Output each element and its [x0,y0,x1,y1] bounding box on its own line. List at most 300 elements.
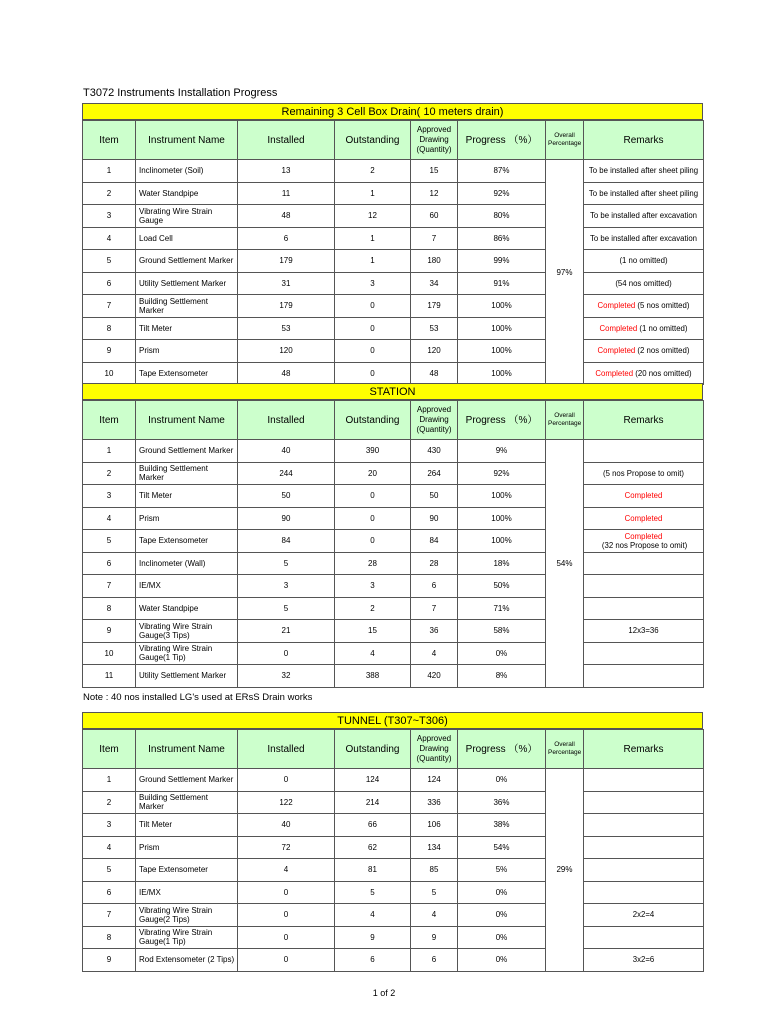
header-overall: Overall Percentage [546,730,584,769]
cell-instrument-name: Inclinometer (Wall) [136,552,238,575]
header-outstanding: Outstanding [335,401,411,440]
remark-text: To be installed after sheet piling [588,188,699,198]
cell-item: 2 [83,462,136,485]
cell-item: 6 [83,552,136,575]
cell-item: 3 [83,814,136,837]
cell-approved: 4 [411,904,458,927]
cell-progress: 0% [458,769,546,792]
header-instrument-name: Instrument Name [136,401,238,440]
header-progress: Progress （%） [458,401,546,440]
cell-outstanding: 0 [335,507,411,530]
cell-installed: 179 [238,250,335,273]
cell-instrument-name: Vibrating Wire Strain Gauge [136,205,238,228]
table-row [83,836,704,859]
cell-installed: 50 [238,485,335,508]
cell-approved: 106 [411,814,458,837]
cell-item: 4 [83,227,136,250]
cell-installed: 48 [238,362,335,385]
header-installed: Installed [238,121,335,160]
cell-item: 4 [83,836,136,859]
table-row [83,949,704,972]
cell-outstanding: 2 [335,597,411,620]
cell-outstanding: 5 [335,881,411,904]
note-text: Note : 40 nos installed LG's used at ERsS Drain works [83,692,313,703]
cell-installed: 31 [238,272,335,295]
table-row [83,620,704,643]
table-row [83,440,704,463]
table-row [83,859,704,882]
cell-progress: 100% [458,362,546,385]
cell-instrument-name: Ground Settlement Marker [136,250,238,273]
cell-progress: 92% [458,182,546,205]
cell-progress: 87% [458,160,546,183]
remark-text: 3x2=6 [632,955,655,965]
progress-table [82,729,704,972]
cell-remarks [584,791,704,814]
cell-installed: 32 [238,665,335,688]
table-row [83,665,704,688]
cell-remarks [584,620,704,643]
cell-installed: 90 [238,507,335,530]
cell-item: 7 [83,575,136,598]
cell-instrument-name: Vibrating Wire Strain Gauge(3 Tips) [136,620,238,643]
cell-remarks [584,317,704,340]
table-row [83,227,704,250]
header-remarks: Remarks [584,121,704,160]
cell-item: 3 [83,485,136,508]
cell-instrument-name: Tilt Meter [136,317,238,340]
remark-text: (2 nos omitted) [635,346,690,356]
cell-approved: 179 [411,295,458,318]
cell-item: 10 [83,642,136,665]
cell-progress: 100% [458,317,546,340]
table-row [83,791,704,814]
cell-remarks [584,182,704,205]
cell-progress: 5% [458,859,546,882]
cell-instrument-name: Utility Settlement Marker [136,272,238,295]
table-row [83,340,704,363]
cell-item: 4 [83,507,136,530]
cell-remarks [584,552,704,575]
completed-label: Completed [624,513,663,523]
header-approved: Approved Drawing (Quantity) [411,121,458,160]
completed-label: Completed [597,346,636,356]
cell-outstanding: 0 [335,317,411,340]
cell-instrument-name: Load Cell [136,227,238,250]
cell-progress: 0% [458,881,546,904]
cell-installed: 40 [238,440,335,463]
remark-text: To be installed after excavation [589,211,698,221]
cell-installed: 122 [238,791,335,814]
cell-installed: 5 [238,597,335,620]
cell-approved: 4 [411,642,458,665]
cell-installed: 11 [238,182,335,205]
cell-instrument-name: Building Settlement Marker [136,462,238,485]
cell-remarks [584,440,704,463]
cell-instrument-name: Building Settlement Marker [136,295,238,318]
cell-progress: 100% [458,507,546,530]
cell-approved: 34 [411,272,458,295]
cell-approved: 6 [411,575,458,598]
cell-installed: 13 [238,160,335,183]
cell-installed: 21 [238,620,335,643]
table-row [83,530,704,553]
cell-overall-percentage: 97% [546,160,584,385]
cell-installed: 6 [238,227,335,250]
cell-approved: 6 [411,949,458,972]
cell-installed: 53 [238,317,335,340]
table-row [83,295,704,318]
completed-label: Completed [595,368,634,378]
table-row [83,205,704,228]
cell-overall-percentage: 54% [546,440,584,688]
table-row [83,182,704,205]
cell-installed: 0 [238,904,335,927]
cell-instrument-name: Vibrating Wire Strain Gauge(1 Tip) [136,926,238,949]
header-outstanding: Outstanding [335,730,411,769]
cell-item: 5 [83,250,136,273]
cell-instrument-name: Water Standpipe [136,182,238,205]
cell-item: 6 [83,272,136,295]
cell-outstanding: 66 [335,814,411,837]
cell-approved: 5 [411,881,458,904]
cell-remarks [584,926,704,949]
cell-approved: 60 [411,205,458,228]
cell-instrument-name: IE/MX [136,575,238,598]
table-row [83,317,704,340]
cell-progress: 0% [458,642,546,665]
table-row [83,814,704,837]
cell-progress: 36% [458,791,546,814]
header-instrument-name: Instrument Name [136,730,238,769]
cell-outstanding: 214 [335,791,411,814]
cell-installed: 244 [238,462,335,485]
cell-approved: 9 [411,926,458,949]
cell-outstanding: 6 [335,949,411,972]
page-number: 1 of 2 [372,988,396,998]
cell-remarks [584,160,704,183]
cell-installed: 0 [238,926,335,949]
remark-text: 12x3=36 [628,626,659,636]
cell-progress: 100% [458,485,546,508]
cell-instrument-name: Vibrating Wire Strain Gauge(2 Tips) [136,904,238,927]
remark-text: (5 nos Propose to omit) [602,468,685,478]
cell-item: 1 [83,440,136,463]
cell-remarks [584,227,704,250]
cell-outstanding: 0 [335,530,411,553]
header-row [83,730,704,769]
header-approved: Approved Drawing (Quantity) [411,401,458,440]
section-tunnel [82,712,703,972]
cell-item: 10 [83,362,136,385]
cell-progress: 50% [458,575,546,598]
cell-approved: 28 [411,552,458,575]
progress-table [82,400,704,688]
remark-text: (1 no omitted) [619,256,668,266]
cell-installed: 0 [238,769,335,792]
cell-outstanding: 15 [335,620,411,643]
table-row [83,485,704,508]
cell-progress: 8% [458,665,546,688]
header-instrument-name: Instrument Name [136,121,238,160]
cell-approved: 420 [411,665,458,688]
cell-remarks [584,904,704,927]
cell-installed: 84 [238,530,335,553]
table-row [83,250,704,273]
document-title: T3072 Instruments Installation Progress [83,87,278,99]
cell-remarks [584,485,704,508]
cell-approved: 50 [411,485,458,508]
cell-progress: 100% [458,530,546,553]
completed-label: Completed [599,323,638,333]
table-row [83,552,704,575]
progress-table [82,120,704,385]
cell-remarks [584,642,704,665]
remark-text: To be installed after sheet piling [588,166,699,176]
cell-remarks [584,859,704,882]
table-row [83,881,704,904]
cell-outstanding: 3 [335,272,411,295]
cell-outstanding: 9 [335,926,411,949]
cell-item: 9 [83,340,136,363]
cell-outstanding: 0 [335,295,411,318]
header-overall: Overall Percentage [546,401,584,440]
cell-item: 7 [83,295,136,318]
cell-instrument-name: IE/MX [136,881,238,904]
cell-item: 7 [83,904,136,927]
remark-text: (5 nos omitted) [635,301,690,311]
cell-outstanding: 4 [335,904,411,927]
cell-instrument-name: Inclinometer (Soil) [136,160,238,183]
cell-progress: 0% [458,926,546,949]
cell-progress: 92% [458,462,546,485]
cell-remarks [584,340,704,363]
cell-progress: 71% [458,597,546,620]
cell-instrument-name: Prism [136,836,238,859]
cell-outstanding: 0 [335,362,411,385]
header-approved: Approved Drawing (Quantity) [411,730,458,769]
header-row [83,121,704,160]
header-outstanding: Outstanding [335,121,411,160]
cell-installed: 40 [238,814,335,837]
cell-instrument-name: Ground Settlement Marker [136,769,238,792]
table-row [83,769,704,792]
cell-outstanding: 1 [335,250,411,273]
table-row [83,507,704,530]
cell-outstanding: 390 [335,440,411,463]
cell-outstanding: 12 [335,205,411,228]
cell-installed: 120 [238,340,335,363]
remark-text: (20 nos omitted) [633,368,692,378]
cell-item: 6 [83,881,136,904]
cell-approved: 124 [411,769,458,792]
completed-label: Completed [597,301,636,311]
table-row [83,597,704,620]
section-station [82,383,703,688]
cell-remarks [584,814,704,837]
cell-instrument-name: Tape Extensometer [136,530,238,553]
cell-instrument-name: Water Standpipe [136,597,238,620]
completed-label: Completed [624,491,663,501]
cell-progress: 38% [458,814,546,837]
header-installed: Installed [238,401,335,440]
cell-instrument-name: Tape Extensometer [136,859,238,882]
cell-installed: 179 [238,295,335,318]
cell-approved: 430 [411,440,458,463]
cell-item: 8 [83,597,136,620]
header-installed: Installed [238,730,335,769]
cell-approved: 336 [411,791,458,814]
cell-progress: 9% [458,440,546,463]
cell-item: 1 [83,160,136,183]
remark-text: (32 nos Propose to omit) [599,540,688,550]
cell-item: 1 [83,769,136,792]
table-row [83,575,704,598]
cell-outstanding: 1 [335,227,411,250]
cell-outstanding: 28 [335,552,411,575]
cell-installed: 5 [238,552,335,575]
cell-approved: 180 [411,250,458,273]
section-title: STATION [82,383,703,400]
cell-progress: 100% [458,295,546,318]
cell-remarks [584,881,704,904]
cell-instrument-name: Tilt Meter [136,485,238,508]
cell-progress: 0% [458,904,546,927]
cell-approved: 36 [411,620,458,643]
cell-instrument-name: Utility Settlement Marker [136,665,238,688]
remark-text: 2x2=4 [632,910,655,920]
cell-remarks [584,597,704,620]
cell-progress: 86% [458,227,546,250]
cell-remarks [584,530,704,553]
cell-item: 9 [83,949,136,972]
cell-installed: 0 [238,642,335,665]
cell-progress: 99% [458,250,546,273]
cell-outstanding: 81 [335,859,411,882]
cell-progress: 80% [458,205,546,228]
cell-outstanding: 4 [335,642,411,665]
cell-outstanding: 1 [335,182,411,205]
cell-outstanding: 2 [335,160,411,183]
cell-progress: 58% [458,620,546,643]
section-title: TUNNEL (T307~T306) [82,712,703,729]
cell-instrument-name: Prism [136,340,238,363]
remark-text: To be installed after excavation [589,233,698,243]
cell-outstanding: 3 [335,575,411,598]
cell-progress: 91% [458,272,546,295]
table-row [83,272,704,295]
cell-progress: 0% [458,949,546,972]
remark-text: (1 no omitted) [637,323,688,333]
header-remarks: Remarks [584,401,704,440]
section-title: Remaining 3 Cell Box Drain( 10 meters drain) [82,103,703,120]
cell-remarks [584,836,704,859]
cell-approved: 7 [411,227,458,250]
section-cell-box-drain [82,103,703,385]
cell-outstanding: 20 [335,462,411,485]
cell-installed: 48 [238,205,335,228]
cell-installed: 3 [238,575,335,598]
cell-item: 11 [83,665,136,688]
table-row [83,362,704,385]
cell-item: 8 [83,926,136,949]
header-item: Item [83,121,136,160]
remark-text: (54 nos omitted) [615,278,672,288]
cell-item: 2 [83,791,136,814]
cell-overall-percentage: 29% [546,769,584,972]
cell-remarks [584,507,704,530]
cell-approved: 264 [411,462,458,485]
cell-instrument-name: Vibrating Wire Strain Gauge(1 Tip) [136,642,238,665]
cell-approved: 120 [411,340,458,363]
cell-progress: 18% [458,552,546,575]
cell-remarks [584,949,704,972]
header-overall: Overall Percentage [546,121,584,160]
cell-instrument-name: Rod Extensometer (2 Tips) [136,949,238,972]
cell-item: 9 [83,620,136,643]
cell-outstanding: 62 [335,836,411,859]
header-item: Item [83,730,136,769]
cell-approved: 134 [411,836,458,859]
cell-instrument-name: Tape Extensometer [136,362,238,385]
header-progress: Progress （%） [458,730,546,769]
cell-outstanding: 0 [335,485,411,508]
table-row [83,160,704,183]
cell-outstanding: 0 [335,340,411,363]
cell-installed: 4 [238,859,335,882]
header-remarks: Remarks [584,730,704,769]
cell-approved: 15 [411,160,458,183]
table-row [83,642,704,665]
cell-progress: 100% [458,340,546,363]
cell-item: 8 [83,317,136,340]
cell-instrument-name: Tilt Meter [136,814,238,837]
cell-installed: 0 [238,949,335,972]
cell-item: 2 [83,182,136,205]
cell-approved: 12 [411,182,458,205]
header-item: Item [83,401,136,440]
cell-remarks [584,250,704,273]
cell-remarks [584,362,704,385]
table-row [83,926,704,949]
cell-progress: 54% [458,836,546,859]
header-row [83,401,704,440]
cell-remarks [584,769,704,792]
cell-instrument-name: Ground Settlement Marker [136,440,238,463]
header-progress: Progress （%） [458,121,546,160]
cell-approved: 7 [411,597,458,620]
cell-remarks [584,295,704,318]
cell-remarks [584,575,704,598]
cell-remarks [584,665,704,688]
cell-item: 5 [83,530,136,553]
cell-outstanding: 124 [335,769,411,792]
cell-item: 3 [83,205,136,228]
cell-installed: 0 [238,881,335,904]
cell-approved: 90 [411,507,458,530]
completed-label: Completed [624,531,663,541]
cell-instrument-name: Building Settlement Marker [136,791,238,814]
cell-instrument-name: Prism [136,507,238,530]
cell-remarks [584,205,704,228]
cell-remarks [584,462,704,485]
cell-approved: 53 [411,317,458,340]
cell-approved: 48 [411,362,458,385]
table-row [83,462,704,485]
cell-item: 5 [83,859,136,882]
cell-approved: 85 [411,859,458,882]
cell-outstanding: 388 [335,665,411,688]
